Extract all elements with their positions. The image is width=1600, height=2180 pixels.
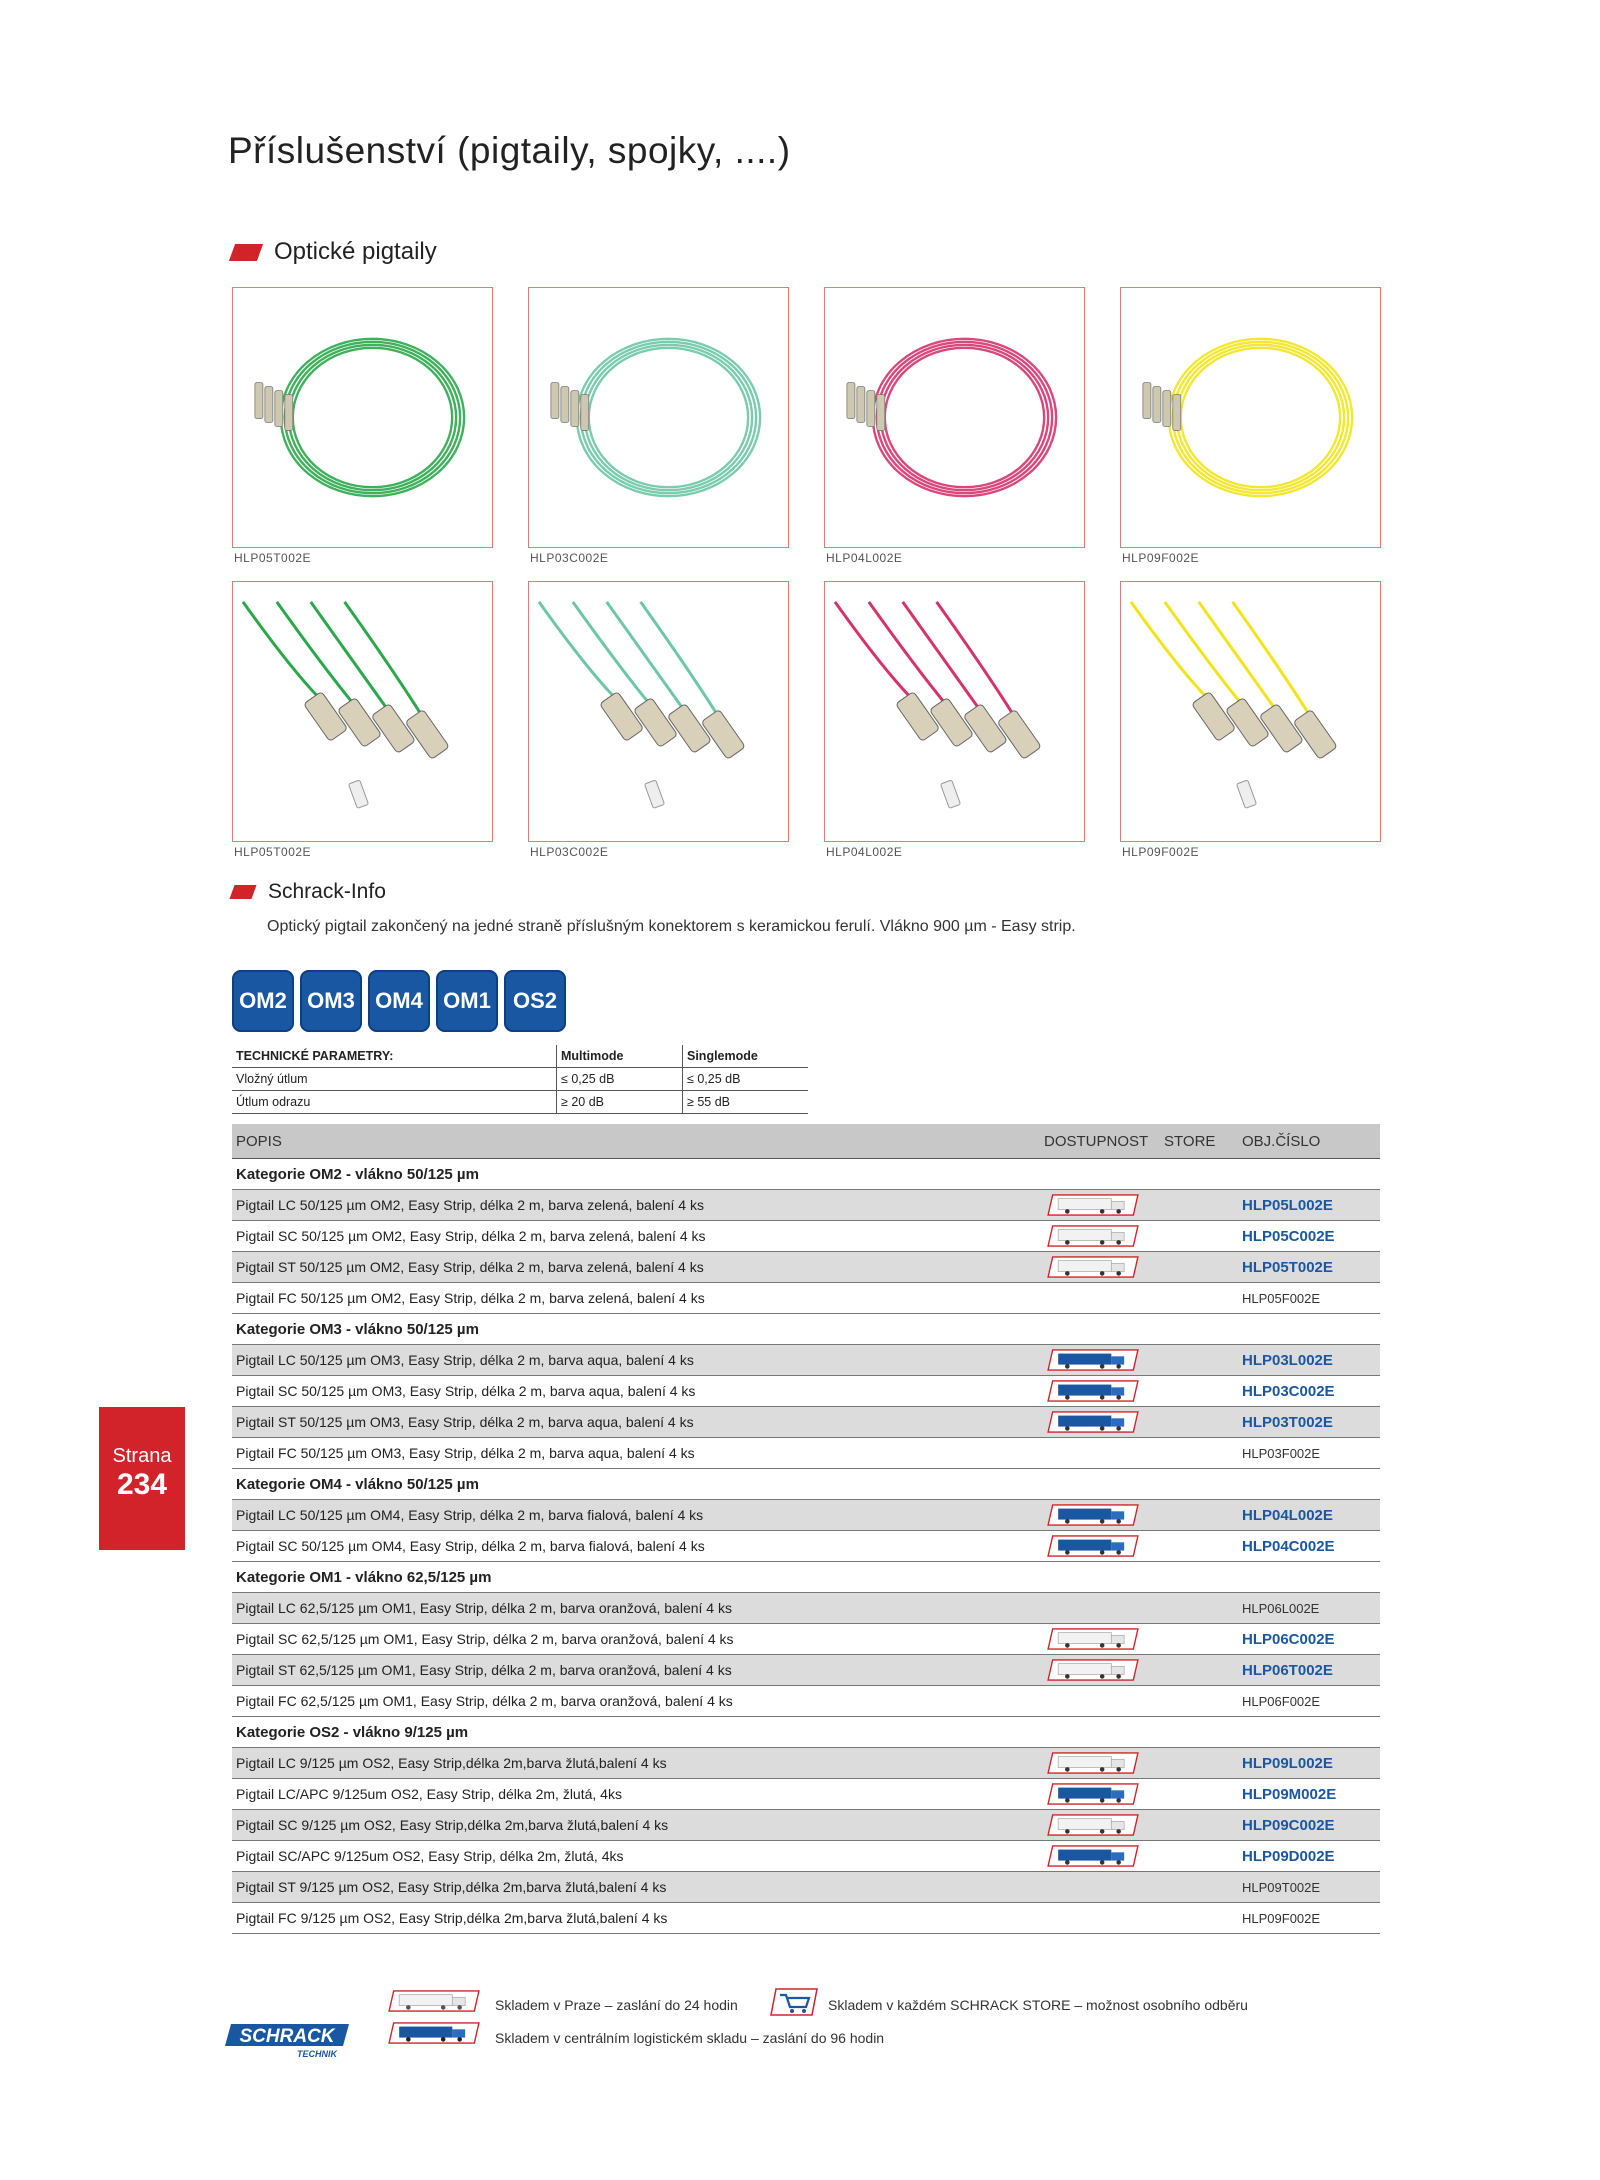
tech-param-value: ≤ 0,25 dB <box>557 1068 683 1091</box>
page-label: Strana <box>112 1445 172 1467</box>
tech-params-header: TECHNICKÉ PARAMETRY: <box>232 1045 557 1068</box>
tech-param-label: Vložný útlum <box>232 1068 557 1091</box>
row-description: Pigtail SC 50/125 µm OM4, Easy Strip, délka 2 m, barva fialová, balení 4 ks <box>232 1531 1040 1562</box>
row-store <box>1160 1221 1238 1252</box>
row-store <box>1160 1841 1238 1872</box>
info-title: Schrack-Info <box>268 880 386 903</box>
row-store <box>1160 1531 1238 1562</box>
table-row[interactable] <box>232 1221 1380 1252</box>
table-row[interactable] <box>232 1283 1380 1314</box>
category-title: Kategorie OS2 - vlákno 9/125 µm <box>232 1717 1380 1748</box>
product-table <box>232 1124 1380 1934</box>
page-title: Příslušenství (pigtaily, spojky, ....) <box>228 130 791 171</box>
tech-param-value: ≤ 0,25 dB <box>683 1068 809 1091</box>
order-number[interactable]: HLP04C002E <box>1238 1531 1380 1562</box>
page-number: 234 <box>116 1468 168 1501</box>
table-row[interactable] <box>232 1252 1380 1283</box>
row-store <box>1160 1283 1238 1314</box>
row-description: Pigtail ST 62,5/125 µm OM1, Easy Strip, délka 2 m, barva oranžová, balení 4 ks <box>232 1655 1040 1686</box>
availability-empty <box>1040 1686 1160 1717</box>
order-number: HLP05F002E <box>1238 1283 1380 1314</box>
table-row[interactable] <box>232 1438 1380 1469</box>
order-number: HLP09T002E <box>1238 1872 1380 1903</box>
logo-subtext: TECHNIK <box>297 2049 337 2059</box>
category-row <box>232 1562 1380 1593</box>
tech-params-table <box>232 1045 808 1114</box>
table-row[interactable] <box>232 1748 1380 1779</box>
row-description: Pigtail LC 50/125 µm OM2, Easy Strip, délka 2 m, barva zelená, balení 4 ks <box>232 1190 1040 1221</box>
row-description: Pigtail SC 50/125 µm OM3, Easy Strip, délka 2 m, barva aqua, balení 4 ks <box>232 1376 1040 1407</box>
product-image <box>1120 287 1381 548</box>
page-number-tab <box>99 1407 185 1550</box>
row-description: Pigtail FC 50/125 µm OM2, Easy Strip, délka 2 m, barva zelená, balení 4 ks <box>232 1283 1040 1314</box>
availability-empty <box>1040 1438 1160 1469</box>
row-description: Pigtail LC 62,5/125 µm OM1, Easy Strip, délka 2 m, barva oranžová, balení 4 ks <box>232 1593 1040 1624</box>
row-description: Pigtail SC 9/125 µm OS2, Easy Strip,délka 2m,barva žlutá,balení 4 ks <box>232 1810 1040 1841</box>
table-row[interactable] <box>232 1500 1380 1531</box>
col-obj-cislo: OBJ.ČÍSLO <box>1238 1124 1380 1159</box>
table-row[interactable] <box>232 1190 1380 1221</box>
product-caption: HLP03C002E <box>530 551 609 565</box>
row-store <box>1160 1686 1238 1717</box>
availability-empty <box>1040 1872 1160 1903</box>
order-number[interactable]: HLP09L002E <box>1238 1748 1380 1779</box>
category-badge: OM4 <box>368 970 430 1032</box>
category-row <box>232 1159 1380 1190</box>
row-description: Pigtail FC 9/125 µm OS2, Easy Strip,délka 2m,barva žlutá,balení 4 ks <box>232 1903 1040 1934</box>
product-image <box>528 287 789 548</box>
row-description: Pigtail SC 62,5/125 µm OM1, Easy Strip, délka 2 m, barva oranžová, balení 4 ks <box>232 1624 1040 1655</box>
section-title: Optické pigtaily <box>274 238 437 265</box>
table-header-row <box>232 1124 1380 1159</box>
row-store <box>1160 1252 1238 1283</box>
row-store <box>1160 1903 1238 1934</box>
info-marker-icon <box>229 885 256 899</box>
row-store <box>1160 1407 1238 1438</box>
row-description: Pigtail ST 50/125 µm OM2, Easy Strip, délka 2 m, barva zelená, balení 4 ks <box>232 1252 1040 1283</box>
availability-truck-icon <box>1040 1655 1160 1686</box>
tech-params-header: Multimode <box>557 1045 683 1068</box>
availability-truck-icon <box>1040 1810 1160 1841</box>
order-number: HLP06F002E <box>1238 1686 1380 1717</box>
category-badge: OM2 <box>232 970 294 1032</box>
order-number[interactable]: HLP06T002E <box>1238 1655 1380 1686</box>
order-number[interactable]: HLP09D002E <box>1238 1841 1380 1872</box>
row-store <box>1160 1190 1238 1221</box>
category-row <box>232 1469 1380 1500</box>
legend-blue-truck-icon <box>385 2022 483 2044</box>
category-badge: OM1 <box>436 970 498 1032</box>
info-text: Optický pigtail zakončený na jedné straně příslušným konektorem s keramickou ferulí. Vlákno 900 µm - Easy strip. <box>267 918 1076 935</box>
availability-truck-icon <box>1040 1407 1160 1438</box>
table-row[interactable] <box>232 1903 1380 1934</box>
order-number[interactable]: HLP05C002E <box>1238 1221 1380 1252</box>
product-caption: HLP05T002E <box>234 551 312 565</box>
row-description: Pigtail ST 9/125 µm OS2, Easy Strip,délka 2m,barva žlutá,balení 4 ks <box>232 1872 1040 1903</box>
row-store <box>1160 1438 1238 1469</box>
order-number: HLP03F002E <box>1238 1438 1380 1469</box>
row-store <box>1160 1779 1238 1810</box>
row-store <box>1160 1376 1238 1407</box>
row-description: Pigtail SC 50/125 µm OM2, Easy Strip, délka 2 m, barva zelená, balení 4 ks <box>232 1221 1040 1252</box>
product-caption: HLP09F002E <box>1122 845 1200 859</box>
product-image <box>824 581 1085 842</box>
product-image <box>1120 581 1381 842</box>
col-popis: POPIS <box>232 1124 1040 1159</box>
row-description: Pigtail LC 50/125 µm OM4, Easy Strip, délka 2 m, barva fialová, balení 4 ks <box>232 1500 1040 1531</box>
logo-text: SCHRACK <box>239 2026 335 2047</box>
product-image <box>232 287 493 548</box>
availability-truck-icon <box>1040 1624 1160 1655</box>
availability-truck-icon <box>1040 1841 1160 1872</box>
availability-truck-icon <box>1040 1531 1160 1562</box>
category-badges <box>232 970 566 1032</box>
schrack-logo <box>225 2020 355 2065</box>
table-row[interactable] <box>232 1407 1380 1438</box>
row-store <box>1160 1748 1238 1779</box>
table-row[interactable] <box>232 1779 1380 1810</box>
availability-truck-icon <box>1040 1779 1160 1810</box>
availability-truck-icon <box>1040 1190 1160 1221</box>
product-image <box>528 581 789 842</box>
product-image <box>232 581 493 842</box>
row-description: Pigtail LC 9/125 µm OS2, Easy Strip,délka 2m,barva žlutá,balení 4 ks <box>232 1748 1040 1779</box>
product-caption: HLP03C002E <box>530 845 609 859</box>
availability-truck-icon <box>1040 1376 1160 1407</box>
order-number[interactable]: HLP09C002E <box>1238 1810 1380 1841</box>
legend-store-text: Skladem v každém SCHRACK STORE – možnost osobního odběru <box>828 1997 1248 2013</box>
row-description: Pigtail LC/APC 9/125um OS2, Easy Strip, délka 2m, žlutá, 4ks <box>232 1779 1040 1810</box>
order-number: HLP06L002E <box>1238 1593 1380 1624</box>
availability-truck-icon <box>1040 1221 1160 1252</box>
order-number[interactable]: HLP04L002E <box>1238 1500 1380 1531</box>
order-number[interactable]: HLP03C002E <box>1238 1376 1380 1407</box>
row-store <box>1160 1655 1238 1686</box>
availability-truck-icon <box>1040 1748 1160 1779</box>
category-title: Kategorie OM2 - vlákno 50/125 µm <box>232 1159 1380 1190</box>
category-title: Kategorie OM4 - vlákno 50/125 µm <box>232 1469 1380 1500</box>
col-store: STORE <box>1160 1124 1238 1159</box>
availability-truck-icon <box>1040 1252 1160 1283</box>
row-store <box>1160 1500 1238 1531</box>
info-heading <box>232 880 386 904</box>
product-caption: HLP04L002E <box>826 551 903 565</box>
tech-param-value: ≥ 20 dB <box>557 1091 683 1114</box>
availability-truck-icon <box>1040 1500 1160 1531</box>
category-title: Kategorie OM1 - vlákno 62,5/125 µm <box>232 1562 1380 1593</box>
availability-empty <box>1040 1903 1160 1934</box>
legend-cart-icon <box>770 1987 818 2022</box>
tech-param-value: ≥ 55 dB <box>683 1091 809 1114</box>
table-row[interactable] <box>232 1624 1380 1655</box>
order-number[interactable]: HLP09M002E <box>1238 1779 1380 1810</box>
order-number[interactable]: HLP05T002E <box>1238 1252 1380 1283</box>
table-row[interactable] <box>232 1872 1380 1903</box>
product-image <box>824 287 1085 548</box>
table-row[interactable] <box>232 1686 1380 1717</box>
table-row[interactable] <box>232 1376 1380 1407</box>
table-row[interactable] <box>232 1345 1380 1376</box>
table-row[interactable] <box>232 1531 1380 1562</box>
row-store <box>1160 1593 1238 1624</box>
order-number[interactable]: HLP03L002E <box>1238 1345 1380 1376</box>
row-description: Pigtail FC 50/125 µm OM3, Easy Strip, délka 2 m, barva aqua, balení 4 ks <box>232 1438 1040 1469</box>
row-store <box>1160 1810 1238 1841</box>
order-number[interactable]: HLP06C002E <box>1238 1624 1380 1655</box>
table-row[interactable] <box>232 1841 1380 1872</box>
legend-blue-text: Skladem v centrálním logistickém skladu – zaslání do 96 hodin <box>495 2030 885 2046</box>
row-store <box>1160 1624 1238 1655</box>
row-description: Pigtail ST 50/125 µm OM3, Easy Strip, délka 2 m, barva aqua, balení 4 ks <box>232 1407 1040 1438</box>
row-store <box>1160 1345 1238 1376</box>
product-caption: HLP05T002E <box>234 845 312 859</box>
row-description: Pigtail SC/APC 9/125um OS2, Easy Strip, délka 2m, žlutá, 4ks <box>232 1841 1040 1872</box>
availability-empty <box>1040 1283 1160 1314</box>
table-row[interactable] <box>232 1593 1380 1624</box>
legend-white-truck-icon <box>385 1990 483 2012</box>
row-description: Pigtail LC 50/125 µm OM3, Easy Strip, délka 2 m, barva aqua, balení 4 ks <box>232 1345 1040 1376</box>
availability-truck-icon <box>1040 1345 1160 1376</box>
tech-param-label: Útlum odrazu <box>232 1091 557 1114</box>
order-number[interactable]: HLP03T002E <box>1238 1407 1380 1438</box>
availability-empty <box>1040 1593 1160 1624</box>
row-store <box>1160 1872 1238 1903</box>
product-caption: HLP09F002E <box>1122 551 1200 565</box>
category-row <box>232 1717 1380 1748</box>
table-row[interactable] <box>232 1655 1380 1686</box>
legend-white-text: Skladem v Praze – zaslání do 24 hodin <box>495 1997 738 2013</box>
category-badge: OS2 <box>504 970 566 1032</box>
order-number[interactable]: HLP05L002E <box>1238 1190 1380 1221</box>
order-number: HLP09F002E <box>1238 1903 1380 1934</box>
row-description: Pigtail FC 62,5/125 µm OM1, Easy Strip, délka 2 m, barva oranžová, balení 4 ks <box>232 1686 1040 1717</box>
section-marker-icon <box>229 244 263 261</box>
col-dostupnost: DOSTUPNOST <box>1040 1124 1160 1159</box>
category-badge: OM3 <box>300 970 362 1032</box>
category-title: Kategorie OM3 - vlákno 50/125 µm <box>232 1314 1380 1345</box>
section-heading <box>232 238 437 266</box>
category-row <box>232 1314 1380 1345</box>
table-row[interactable] <box>232 1810 1380 1841</box>
tech-params-header: Singlemode <box>683 1045 809 1068</box>
product-caption: HLP04L002E <box>826 845 903 859</box>
